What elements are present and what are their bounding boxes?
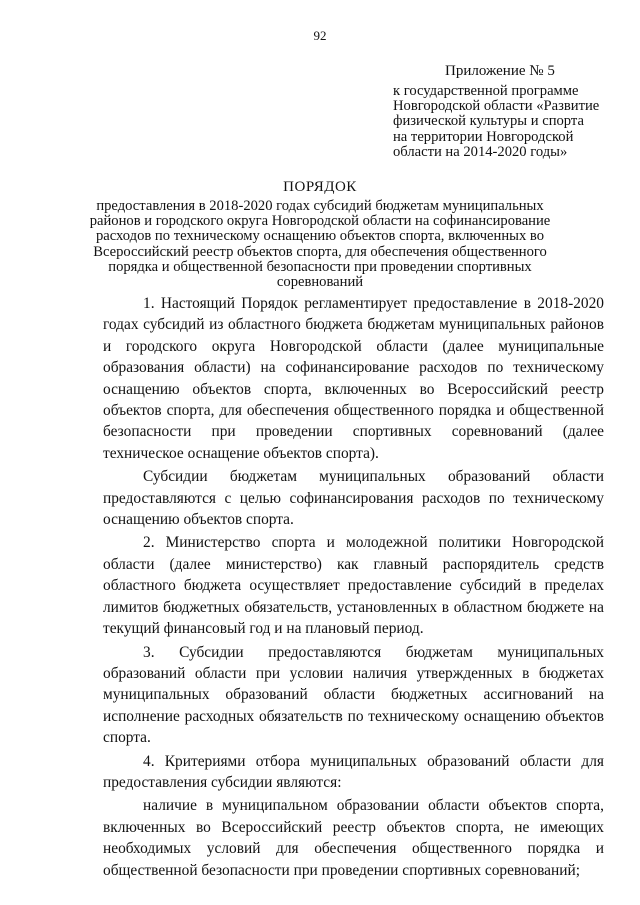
appendix-line: Новгородской области «Развитие [393, 98, 600, 115]
appendix-line: на территории Новгородской [393, 128, 574, 145]
subtitle-line: районов и городского округа Новгородской области на софинансирование [89, 213, 551, 230]
appendix-title: Приложение № 5 [445, 63, 555, 79]
paragraph: 1. Настоящий Порядок регламентирует предоставление в 2018-2020 годах субсидий из областного бюджета бюджетам муниципальных районов и городского округа Новгородской области (далее муниципальные образования области) на софинансирование расходов по техническому оснащению объектов спорта, включенных во Всероссийский реестр объектов спорта, для обеспечения общественного порядка и общественной безопасности при проведении спортивных соревнований (далее техническое оснащение объектов спорта). [103, 295, 604, 462]
document-subtitle [80, 199, 560, 290]
appendix-line: к государственной программе [393, 83, 579, 99]
paragraph: Субсидии бюджетам муниципальных образований области предоставляются с целью софинансирования расходов по техническому оснащению объектов спорта. [103, 468, 604, 529]
subtitle-line: расходов по техническому оснащению объектов спорта, включенных во [96, 228, 544, 245]
paragraph: 2. Министерство спорта и молодежной политики Новгородской области (далее министерство) как главный распорядитель средств областного бюджета осуществляет предоставление субсидий в пределах лимитов бюджетных обязательств, установленных в областном бюджете на текущий финансовый год и на плановый период. [103, 534, 604, 638]
subtitle-line: соревнований [276, 274, 364, 291]
appendix-block [393, 62, 618, 160]
subtitle-line: порядка и общественной безопасности при проведении спортивных [108, 258, 532, 275]
paragraph: наличие в муниципальном образовании области объектов спорта, включенных во Всероссийский реестр объектов спорта, не имеющих необходимых условий для обеспечения общественного порядка и общественной безопасности при проведении спортивных соревнований; [103, 797, 604, 879]
paragraph: 3. Субсидии предоставляются бюджетам муниципальных образований области при условии наличия утвержденных в бюджетах муниципальных образований области бюджетных ассигнований на исполнение расходных обязательств по техническому оснащению объектов спорта. [103, 643, 604, 747]
document-body [103, 293, 604, 881]
subtitle-line: Всероссийский реестр объектов спорта, для обеспечения общественного [93, 243, 547, 260]
appendix-line: физической культуры и спорта [393, 113, 584, 130]
document-title: ПОРЯДОК [283, 179, 357, 195]
paragraph: 4. Критериями отбора муниципальных образований области для предоставления субсидии являются: [103, 752, 604, 791]
appendix-line: области на 2014-2020 годы» [393, 143, 568, 160]
page-number: 92 [313, 28, 327, 43]
subtitle-line: предоставления в 2018-2020 годах субсидий бюджетам муниципальных [96, 198, 544, 214]
